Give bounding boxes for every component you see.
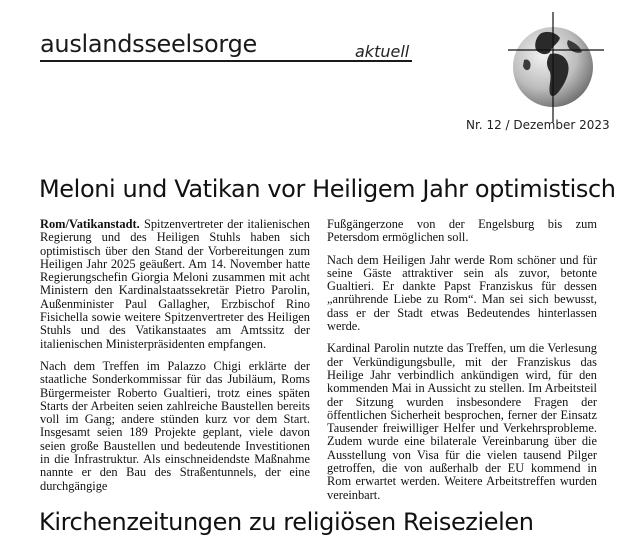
article-column-right [327,218,597,511]
article-dateline: Rom/Vatikanstadt. [40,217,140,231]
article-headline: Meloni und Vatikan vor Heiligem Jahr optimistisch [39,175,616,203]
article-paragraph: Nach dem Heiligen Jahr werde Rom schöner und für seine Gäste attraktiver sein als zuvor, betonte Gualtieri. Er dankte Papst Franziskus für dessen „anrührende Liebe zu Rom“. Man sei sich bewusst, dass er der Stadt etwas Bedeutendes hinterlassen werde. [327,252,597,334]
section-label: aktuell [355,42,410,61]
article-paragraph [40,218,310,351]
brand-title: auslandsseelsorge [40,30,257,58]
article-paragraph-text: Spitzenvertreter der italienischen Regierung und des Heiligen Stuhls haben sich optimistisch über den Stand der Vorbereitungen zum Heiligen Jahr 2025 geäußert. Am 14. November hatte Regierungschefin Giorgia Meloni zusammen mit acht Ministern den Kardinalstaatssekretär Pietro Parolin, Außenminister Paul Gallagher, Erzbischof Rino Fisichella sowie weitere Spitzenvertreter des Heiligen Stuhls und des Vatikanstaates am Amtssitz der italienischen Ministerpräsidenten empfangen. [40,217,310,351]
next-article-headline: Kirchenzeitungen zu religiösen Reisezielen [39,508,534,536]
article-column-left [40,218,310,502]
issue-number: Nr. 12 / Dezember 2023 [466,118,610,132]
article-paragraph: Fußgängerzone von der Engelsburg bis zum Petersdom ermöglichen soll. [327,217,597,245]
article-paragraph: Kardinal Parolin nutzte das Treffen, um die Verlesung der Verkündigungsbulle, mit der Franziskus das Heilige Jahr verbindlich ankündigen wird, für den kommenden Mai in Aussicht zu stellen. Im Arbeitsteil der Sitzung wurden insbesondere Fragen der öffentlichen Sicherheit besprochen, ferner der Einsatz Tausender freiwilliger Helfer und Verkehrsprobleme. Zudem wurde eine bilaterale Vereinbarung über die Ausstellung von Visa für die vielen tausend Pilger getroffen, die von außerhalb der EU kommend in Rom erwartet werden. Weitere Arbeitstreffen wurden vereinbart. [327,341,597,502]
article-paragraph: Nach dem Treffen im Palazzo Chigi erklärte der staatliche Sonderkommissar für das Jubiläum, Roms Bürgermeister Roberto Gualtieri, trotz eines späten Starts der Arbeiten seien zahlreiche Baustellen bereits voll im Gang; andere stünden kurz vor dem Start. Insgesamt seien 189 Projekte geplant, viele davon seien große Baustellen und bedeutende Investitionen in die Infrastruktur. Als einschneidendste Maßnahme nannte er den Bau des Straßentunnels, der eine durchgängige [40,358,310,493]
globe-cross-icon [496,10,610,124]
